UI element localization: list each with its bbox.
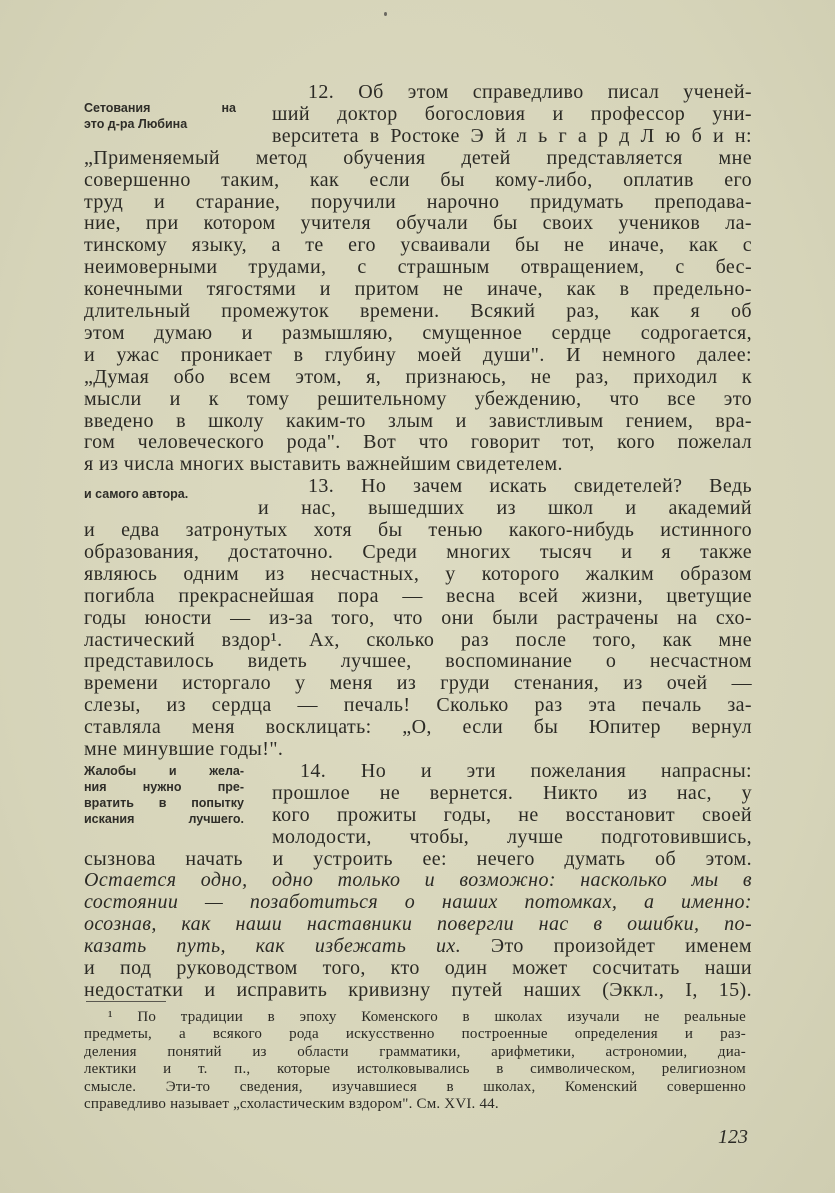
text-line-content: ставляла меня восклицать: „О, если бы Юпитер вернул — [84, 716, 752, 739]
text-line-content: образования, достаточно. Среди многих тысяч и я также — [84, 540, 752, 563]
text-line — [84, 913, 752, 935]
footnote-line: ¹ По традиции в эпоху Коменского в школах изучали не реальные — [108, 1009, 746, 1025]
text-line-content: и едва затронутых хотя бы тенью какого-нибудь истинного — [84, 519, 752, 541]
text-line — [84, 344, 752, 366]
text-line — [84, 300, 752, 322]
text-line-content: ластический вздор¹. Ах, сколько раз после того, как мне — [84, 628, 752, 651]
text-line-content: и нас, вышедших из школ и академий — [258, 497, 752, 520]
text-line — [84, 147, 752, 169]
text-line — [84, 869, 752, 891]
text-line — [272, 125, 752, 147]
text-line-content: 14. Но и эти пожелания напрасны: — [300, 759, 752, 782]
text-line-content: состоянии — позаботиться о наших потомках, а именно: — [84, 891, 752, 914]
text-line-content: и ужас проникает в глубину моей души". И немного далее: — [84, 343, 752, 366]
margin-note — [84, 486, 244, 502]
text-line — [84, 629, 752, 651]
text-line — [84, 256, 752, 278]
text-line-content: времени исторгало у меня из груди стенания, из очей — — [84, 672, 752, 695]
text-line — [308, 81, 752, 103]
text-line — [84, 935, 752, 957]
text-line — [84, 848, 752, 870]
margin-note-line: ния нужно пре- — [84, 780, 244, 794]
text-line-content: этом думаю и размышляю, смущенное сердце содрогается, — [84, 321, 752, 344]
footnote-line: смысле. Эти-то сведения, изучавшиеся в школах, Коменский совершенно — [84, 1078, 746, 1095]
text-line — [84, 366, 752, 388]
text-line — [84, 738, 752, 760]
text-line — [84, 191, 752, 213]
text-line-content: являюсь одним из несчастных, у которого жалким образом — [84, 562, 752, 585]
text-line — [84, 957, 752, 979]
text-line-content: гом человеческого рода". Вот что говорит тот, кого пожелал — [84, 431, 752, 454]
text-line-content: недостатки и исправить кривизну путей наших (Эккл., I, 15). — [84, 978, 752, 1001]
text-line-content: молодости, чтобы, лучше подготовившись, — [272, 825, 752, 848]
footnote-line: предметы, а всякого рода искусственно построенные определения и раз- — [84, 1026, 746, 1043]
text-line-content: введено в школу каким-то злым и завистливым гением, вра- — [84, 409, 752, 432]
text-line-content: „Думая обо всем этом, я, признаюсь, не раз, приходил к — [84, 365, 752, 388]
text-line — [272, 826, 752, 848]
margin-note-line: Жалобы и жела- — [84, 764, 244, 778]
text-line-content: 13. Но зачем искать свидетелей? Ведь — [308, 475, 752, 498]
text-line — [84, 453, 752, 475]
margin-note — [84, 763, 244, 827]
text-line-content: представилось видеть лучшее, воспоминание о несчастном — [84, 650, 752, 673]
text-line — [84, 716, 752, 738]
text-line-content: тинскому языку, а те его усваивали бы не иначе, как с — [84, 234, 752, 257]
text-line-content: прошлое не вернется. Никто из нас, у — [272, 781, 752, 804]
text-line — [84, 388, 752, 410]
footnote-rule — [86, 1001, 166, 1002]
margin-note-line: вратить в попытку — [84, 796, 244, 810]
print-speck — [384, 12, 387, 16]
text-line-content: верситета в Ростоке Э й л ь г а р д Л ю б и н: — [272, 124, 752, 147]
text-line — [84, 410, 752, 432]
text-line — [84, 694, 752, 716]
text-line-content: длительный промежуток времени. Всякий раз, как я об — [84, 300, 752, 322]
text-line — [84, 650, 752, 672]
text-line-content: и под руководством того, кто один может сосчитать наши — [84, 957, 752, 979]
text-line-content: „Применяемый метод обучения детей представляется мне — [84, 146, 752, 169]
text-line — [84, 519, 752, 541]
text-line-content: годы юности — из-за того, что они были растрачены на схо- — [84, 606, 752, 629]
text-line — [272, 782, 752, 804]
text-line-content: погибла прекраснейшая пора — весна всей жизни, цветущие — [84, 584, 752, 607]
text-line-content: кого прожиты годы, не восстановит своей — [272, 803, 752, 826]
text-line-content: Остается одно, одно только и возможно: насколько мы в — [84, 869, 752, 892]
italic-text: казать путь, как избежать их. — [84, 935, 462, 958]
margin-note-line: искания лучшего. — [84, 812, 244, 826]
margin-note-line: это д-ра Любина — [84, 117, 188, 131]
margin-note — [84, 100, 236, 132]
text-line-content: 12. Об этом справедливо писал ученей- — [308, 81, 752, 103]
text-line-content: ние, при котором учителя обучали бы своих учеников ла- — [84, 212, 752, 235]
text-line-content: неимоверными трудами, с страшным отвращением, с бес- — [84, 256, 752, 279]
margin-note-line: Сетования на — [84, 101, 236, 115]
text-tail: Это произойдет именем — [490, 935, 752, 958]
footnote-line: справедливо называет „схоластическим вздором". См. XVI. 44. — [84, 1096, 499, 1112]
text-line — [300, 760, 752, 782]
text-line-content: ший доктор богословия и профессор уни- — [272, 102, 752, 125]
text-line — [272, 804, 752, 826]
text-line — [84, 322, 752, 344]
margin-note-line: и самого автора. — [84, 487, 189, 501]
text-line — [84, 891, 752, 913]
text-line — [84, 585, 752, 607]
text-line — [272, 103, 752, 125]
footnote-line: лектики и т. п., которые истолковывались в символическом, религиозном — [84, 1061, 746, 1078]
text-line — [84, 672, 752, 694]
text-line — [258, 497, 752, 519]
text-line — [84, 431, 752, 453]
text-line — [84, 234, 752, 256]
text-line-content: труд и старание, поручили нарочно придумать преподава- — [84, 190, 752, 213]
page-number: 123 — [718, 1126, 748, 1148]
text-line — [84, 979, 752, 1001]
text-line-content: мысли и к тому решительному убеждению, что все это — [84, 387, 752, 410]
text-line-content: я из числа многих выставить важнейшим свидетелем. — [84, 453, 563, 476]
footnote-line: деления понятий из области грамматики, арифметики, астрономии, диа- — [84, 1043, 746, 1060]
text-line — [84, 278, 752, 300]
text-line-content: осознав, как наши наставники повергли нас в ошибки, по- — [84, 913, 752, 936]
text-line — [84, 541, 752, 563]
text-line-content: слезы, из сердца — печаль! Сколько раз эта печаль за- — [84, 694, 752, 717]
text-line-content: совершенно таким, как если бы кому-либо, оплатив его — [84, 168, 752, 191]
text-line — [84, 607, 752, 629]
text-line — [84, 212, 752, 234]
text-line-content: мне минувшие годы!". — [84, 738, 284, 760]
text-line-content: сызнова начать и устроить ее: нечего думать об этом. — [84, 847, 752, 870]
text-line — [84, 563, 752, 585]
text-line — [84, 169, 752, 191]
text-line — [308, 475, 752, 497]
text-line-content: конечными тягостями и притом не иначе, как в предельно- — [84, 278, 752, 301]
